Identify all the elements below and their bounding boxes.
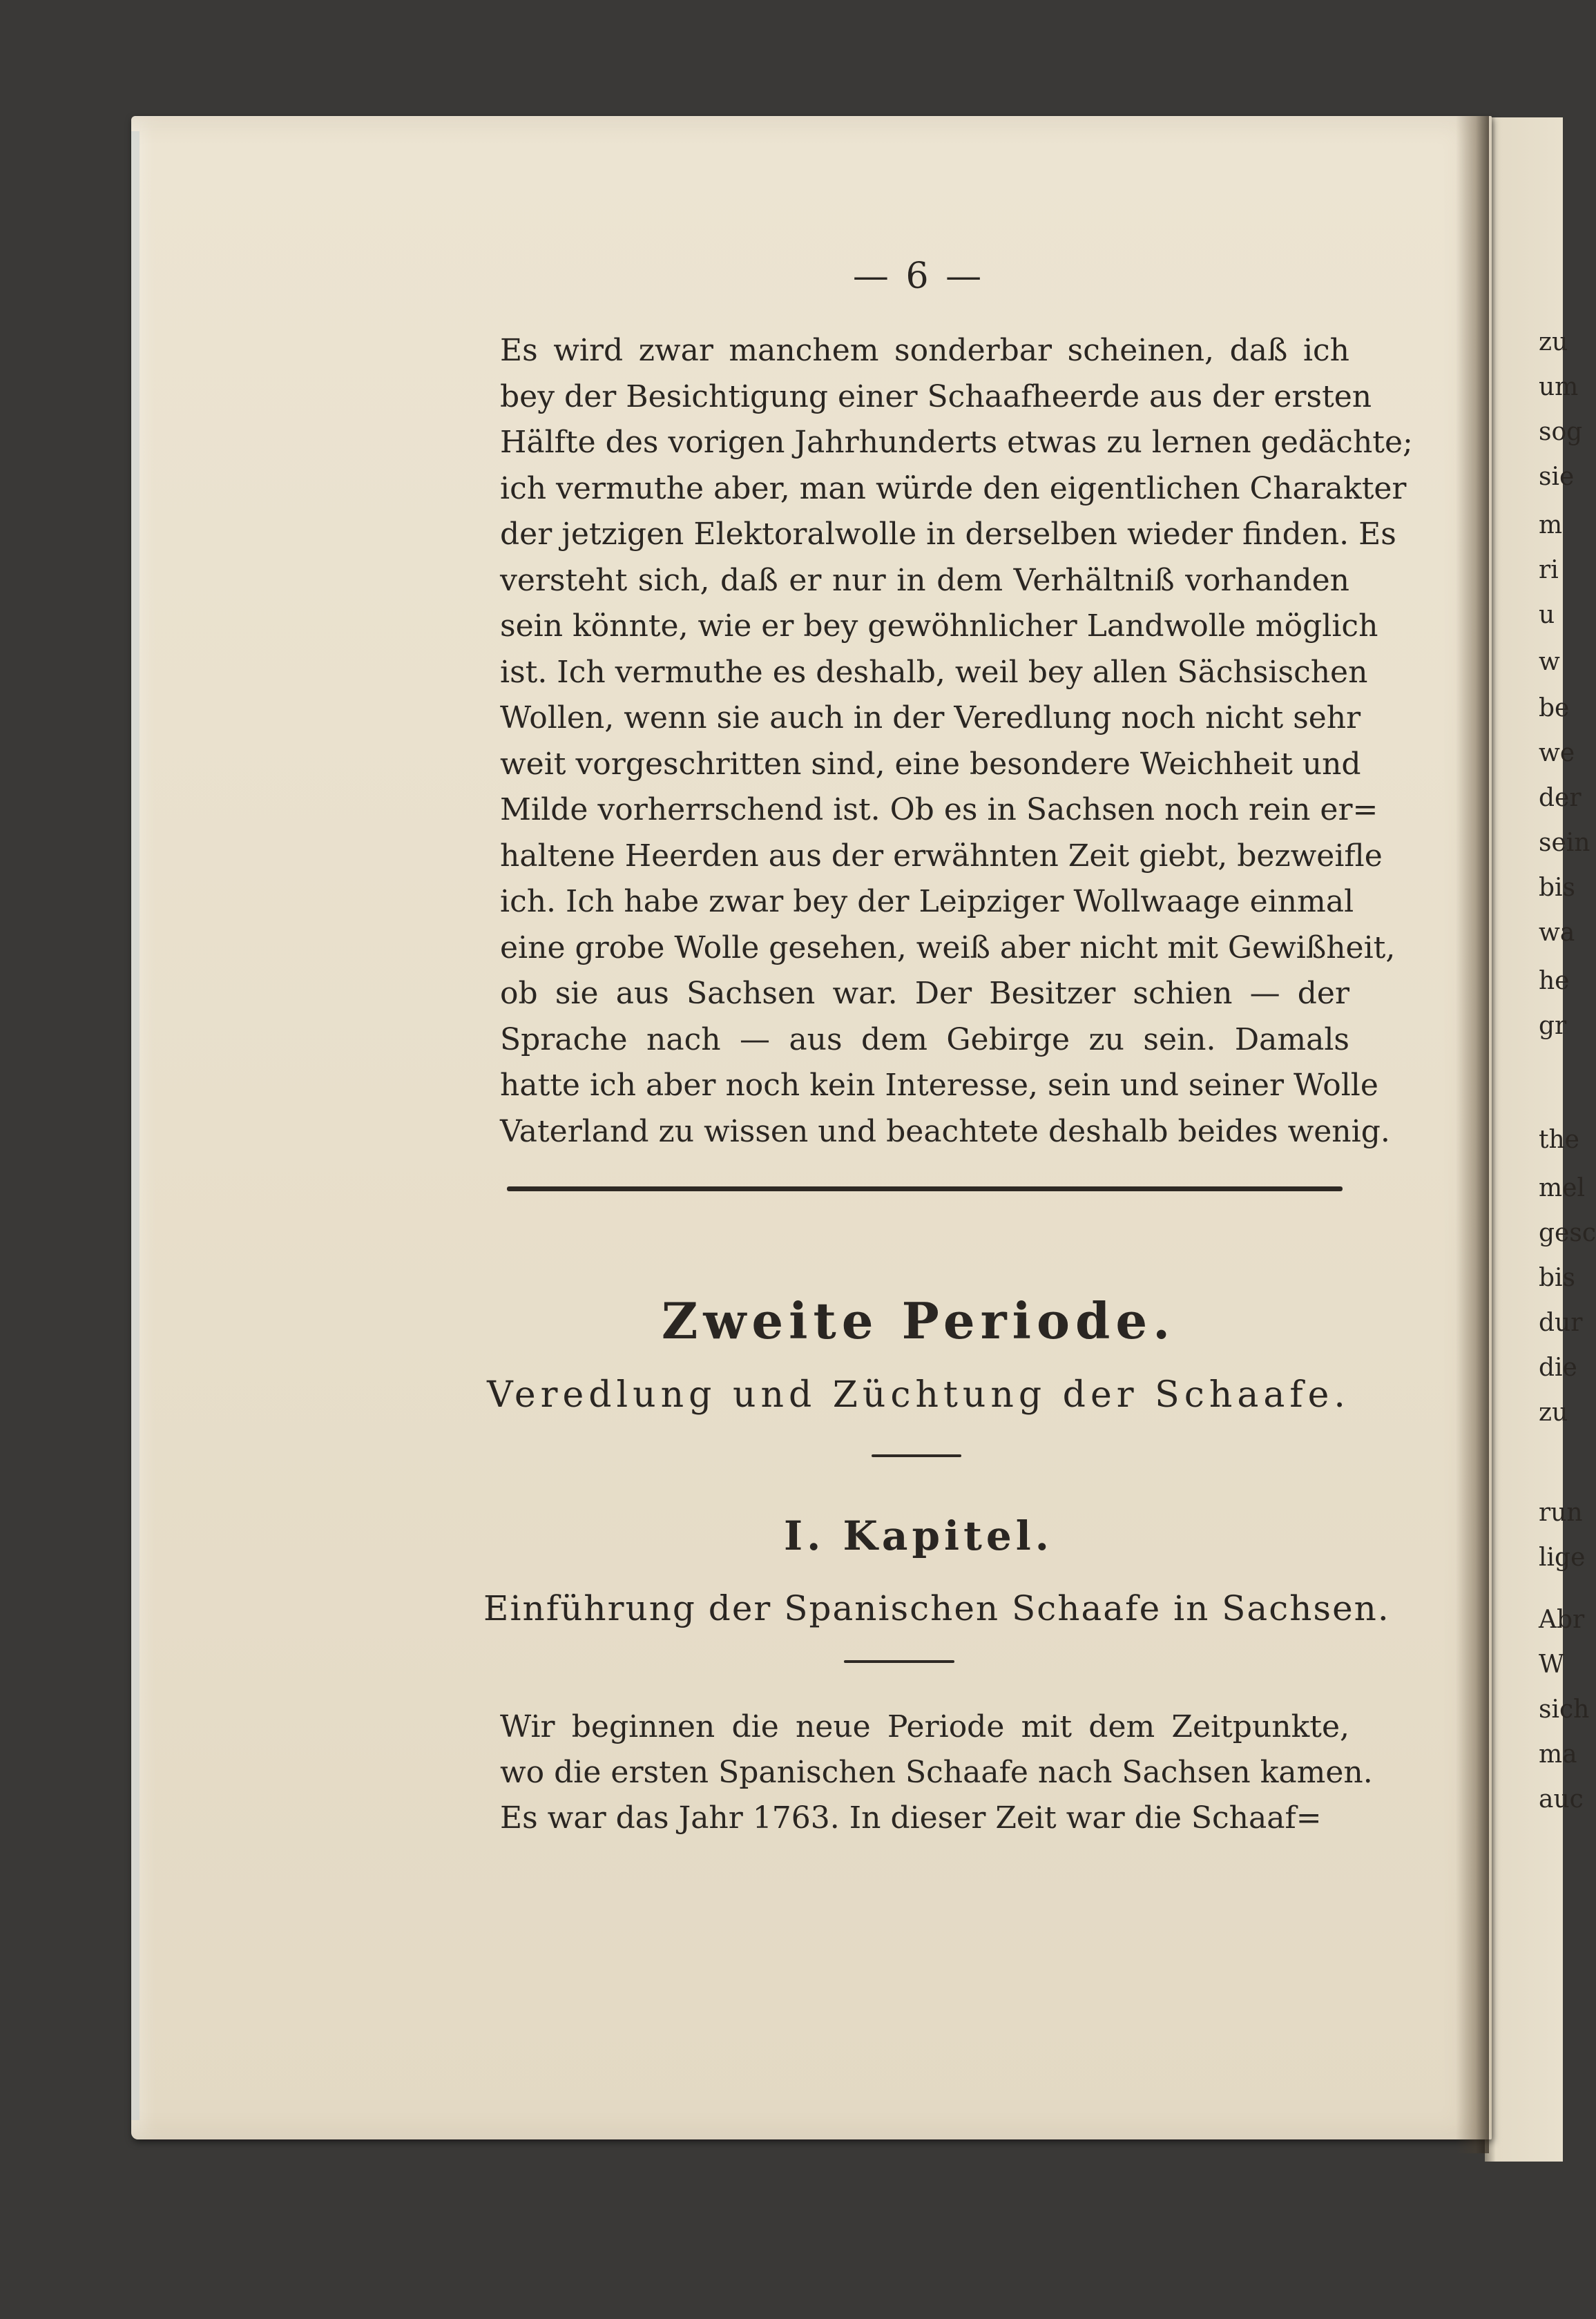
chapter-divider xyxy=(844,1660,954,1663)
next-page-fragment: sie xyxy=(1539,463,1575,491)
text-line: sein könnte, wie er bey gewöhnlicher Landwolle möglich xyxy=(500,608,1378,644)
next-page-fragment: m xyxy=(1539,511,1563,539)
text-line: wo die ersten Spanischen Schaafe nach Sachsen kamen. xyxy=(500,1755,1373,1790)
next-page-fragment: Abr xyxy=(1539,1606,1585,1634)
text-line: Milde vorherrschend ist. Ob es in Sachsen noch rein er= xyxy=(500,792,1378,827)
next-page-fragment: be xyxy=(1539,694,1570,722)
text-line: ist. Ich vermuthe es deshalb, weil bey allen Sächsischen xyxy=(500,654,1368,690)
next-page-fragment: the xyxy=(1539,1126,1579,1154)
text-line: versteht sich, daß er nur in dem Verhältniß vorhanden xyxy=(500,562,1349,598)
next-page-fragment: bis xyxy=(1539,1264,1576,1292)
next-page-fragment: ri xyxy=(1539,556,1559,584)
text-line: bey der Besichtigung einer Schaafheerde aus der ersten xyxy=(500,378,1372,414)
next-page-fragment: lige xyxy=(1539,1543,1586,1572)
section-title: Zweite Periode. xyxy=(661,1291,1176,1350)
next-page-fragment: sich xyxy=(1539,1695,1590,1724)
next-page-fragment: um xyxy=(1539,373,1579,401)
book-gutter xyxy=(1456,116,1489,2153)
next-page-fragment: gr xyxy=(1539,1012,1567,1040)
next-page-fragment: ma xyxy=(1539,1740,1577,1769)
text-line: eine grobe Wolle gesehen, weiß aber nicht mit Gewißheit, xyxy=(500,930,1396,965)
next-page-fragment: w xyxy=(1539,648,1560,676)
text-line: hatte ich aber noch kein Interesse, sein und seiner Wolle xyxy=(500,1068,1378,1103)
text-line: weit vorgeschritten sind, eine besondere Weichheit und xyxy=(500,746,1361,782)
next-page-fragment: wa xyxy=(1539,918,1575,947)
next-page-fragment: mel xyxy=(1539,1174,1585,1202)
next-page-fragment: dur xyxy=(1539,1309,1583,1337)
page-number: — 6 — xyxy=(852,256,985,297)
text-line: Wollen, wenn sie auch in der Veredlung noch nicht sehr xyxy=(500,700,1361,735)
page-left-edge xyxy=(131,131,140,2120)
next-page-fragment: sein xyxy=(1539,829,1590,857)
next-page-fragment: sog xyxy=(1539,418,1583,446)
text-line: Hälfte des vorigen Jahrhunderts etwas zu lernen gedächte; xyxy=(500,425,1413,460)
next-page-fragment: zu xyxy=(1539,1398,1568,1427)
text-line: ich. Ich habe zwar bey der Leipziger Wollwaage einmal xyxy=(500,884,1354,919)
next-page-fragment: der xyxy=(1539,784,1581,812)
text-line: ob sie aus Sachsen war. Der Besitzer schien — der xyxy=(500,976,1349,1011)
next-page-fragment: zu xyxy=(1539,328,1568,356)
next-page-fragment: u xyxy=(1539,601,1555,629)
next-page-fragment: we xyxy=(1539,739,1575,767)
next-page-fragment: he xyxy=(1539,967,1570,995)
section-divider xyxy=(507,1186,1343,1191)
text-line: Wir beginnen die neue Periode mit dem Zeitpunkte, xyxy=(500,1709,1349,1744)
text-line: Es wird zwar manchem sonderbar scheinen, daß ich xyxy=(500,333,1349,368)
next-page-fragment: auc xyxy=(1539,1785,1584,1813)
text-line: Sprache nach — aus dem Gebirge zu sein. Damals xyxy=(500,1021,1349,1057)
text-line: haltene Heerden aus der erwähnten Zeit giebt, bezweifle xyxy=(500,838,1383,874)
text-line: Es war das Jahr 1763. In dieser Zeit war die Schaaf= xyxy=(500,1800,1322,1836)
next-page-fragment: run xyxy=(1539,1499,1583,1527)
text-line: Vaterland zu wissen und beachtete deshalb beides wenig. xyxy=(500,1113,1390,1149)
section-subtitle: Veredlung und Züchtung der Schaafe. xyxy=(487,1374,1350,1416)
chapter-title: I. Kapitel. xyxy=(783,1512,1053,1559)
chapter-subtitle: Einführung der Spanischen Schaafe in Sachsen. xyxy=(483,1588,1390,1628)
next-page-fragment: W xyxy=(1539,1651,1565,1679)
subtitle-divider xyxy=(872,1454,961,1457)
next-page-fragment: die xyxy=(1539,1354,1577,1382)
text-line: der jetzigen Elektoralwolle in derselben wieder finden. Es xyxy=(500,517,1396,552)
next-page-fragment: gesc xyxy=(1539,1219,1596,1247)
next-page-fragment: bis xyxy=(1539,874,1576,902)
text-line: ich vermuthe aber, man würde den eigentlichen Charakter xyxy=(500,470,1407,506)
